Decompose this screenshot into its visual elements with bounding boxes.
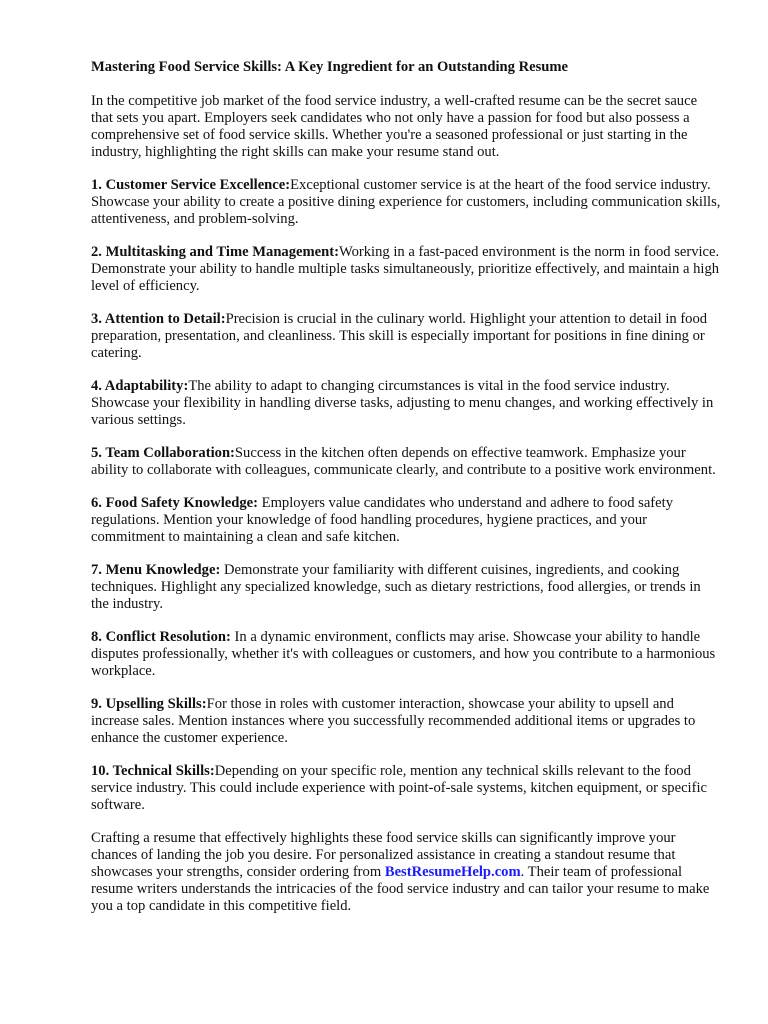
skill-text-9: For those in roles with customer interaction, showcase your ability to upsell and increase sales. Mention instances where you successfully recommended additional items or upgrades to enhance the customer experience.	[91, 696, 696, 746]
document-page	[91, 59, 721, 931]
skill-heading-10: 10. Technical Skills:	[91, 763, 215, 779]
skill-heading-7: 7. Menu Knowledge:	[91, 562, 221, 578]
document-title: Mastering Food Service Skills: A Key Ingredient for an Outstanding Resume	[91, 59, 569, 75]
skill-text-6: Employers value candidates who understand and adhere to food safety regulations. Mention your knowledge of food handling procedures, hygiene practices, and your commitment to maintaining a clean and safe kitchen.	[91, 495, 673, 545]
bestresumehelp-link[interactable]: BestResumeHelp.com	[384, 864, 521, 880]
skill-text-7: Demonstrate your familiarity with different cuisines, ingredients, and cooking techniques. Highlight any specialized knowledge, such as dietary restrictions, food allergies, or trends in the industry.	[91, 562, 701, 612]
closing-text-after-link: . Their team of professional resume writers understands the intricacies of the food service industry and can tailor your resume to make you a top candidate in this competitive field.	[91, 864, 710, 914]
skill-heading-4: 4. Adaptability:	[91, 378, 189, 394]
skill-heading-9: 9. Upselling Skills:	[91, 696, 207, 712]
skill-paragraph-9	[91, 696, 721, 747]
skill-text-2: Working in a fast-paced environment is the norm in food service. Demonstrate your ability to handle multiple tasks simultaneously, prioritize effectively, and maintain a high level of efficiency.	[91, 244, 720, 294]
skill-paragraph-6	[91, 495, 721, 546]
skill-heading-2: 2. Multitasking and Time Management:	[91, 244, 339, 260]
skill-paragraph-8	[91, 629, 721, 680]
closing-text-before-link: Crafting a resume that effectively highlights these food service skills can significantly improve your chances of landing the job you desire. For personalized assistance in creating a standout resume that showcases your strengths, consider ordering from	[91, 830, 676, 880]
skill-paragraph-4	[91, 378, 721, 429]
intro-paragraph: In the competitive job market of the food service industry, a well-crafted resume can be the secret sauce that sets you apart. Employers seek candidates who not only have a passion for food but also possess a comprehensive set of food service skills. Whether you're a seasoned professional or just starting in the industry, highlighting the right skills can make your resume stand out.	[91, 93, 698, 160]
skill-paragraph-1	[91, 177, 721, 228]
skill-heading-3: 3. Attention to Detail:	[91, 311, 226, 327]
closing-paragraph	[91, 830, 721, 915]
skill-heading-5: 5. Team Collaboration:	[91, 445, 235, 461]
skill-heading-6: 6. Food Safety Knowledge:	[91, 495, 259, 511]
skill-text-8: In a dynamic environment, conflicts may arise. Showcase your ability to handle disputes professionally, whether it's with colleagues or customers, and how you contribute to a harmonious workplace.	[91, 629, 716, 679]
skill-paragraph-2	[91, 244, 721, 295]
skill-text-10: Depending on your specific role, mention any technical skills relevant to the food service industry. This could include experience with point-of-sale systems, kitchen equipment, or specific software.	[91, 763, 708, 813]
skill-paragraph-3	[91, 311, 721, 362]
skill-text-1: Exceptional customer service is at the heart of the food service industry. Showcase your ability to create a positive dining experience for customers, including communication skills, attentiveness, and problem-solving.	[91, 177, 721, 227]
skill-text-5: Success in the kitchen often depends on effective teamwork. Emphasize your ability to collaborate with colleagues, communicate clearly, and contribute to a positive work environment.	[91, 445, 716, 478]
skill-heading-8: 8. Conflict Resolution:	[91, 629, 231, 645]
skill-paragraph-5	[91, 445, 721, 479]
skill-text-4: The ability to adapt to changing circumstances is vital in the food service industry. Showcase your flexibility in handling diverse tasks, adjusting to menu changes, and working effectively in various settings.	[91, 378, 714, 428]
skill-heading-1: 1. Customer Service Excellence:	[91, 177, 291, 193]
skill-paragraph-7	[91, 562, 721, 613]
skill-text-3: Precision is crucial in the culinary world. Highlight your attention to detail in food preparation, presentation, and cleanliness. This skill is especially important for positions in fine dining or catering.	[91, 311, 708, 361]
skill-paragraph-10	[91, 763, 721, 814]
